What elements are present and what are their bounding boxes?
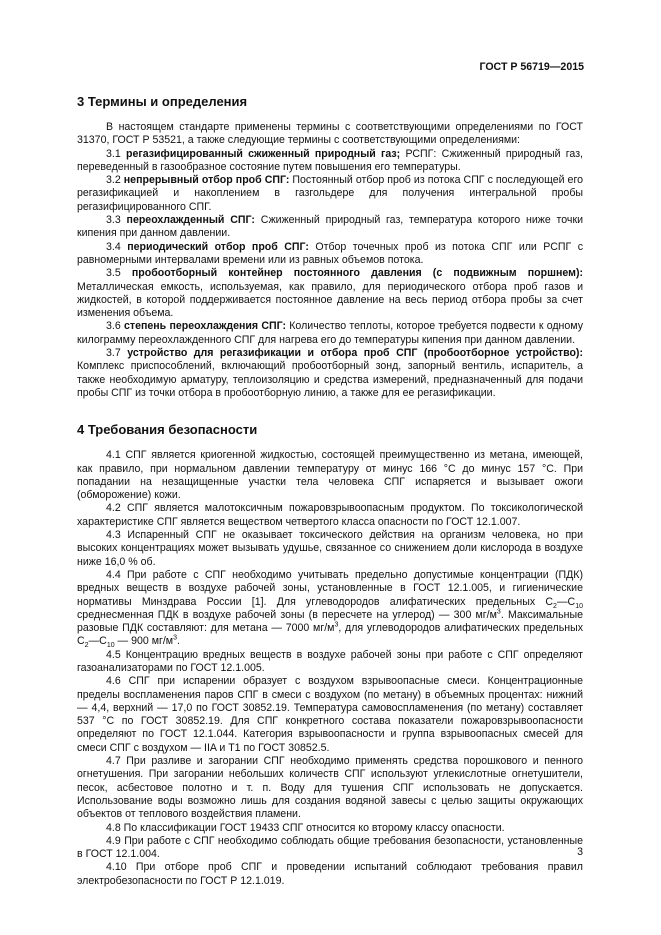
term-3-1: 3.1 регазифицированный сжиженный природный газ; РСПГ: Сжиженный природный газ, переведенный в газообразное состояние путем повышения его температуры. xyxy=(77,147,584,173)
page-number: 3 xyxy=(577,846,583,858)
term-3-2: 3.2 непрерывный отбор проб СПГ: Постоянный отбор проб из потока СПГ с последующей его регазификацией и накоплением в газгольдере для получения интегральной пробы регазифицированного СПГ. xyxy=(77,174,583,213)
standard-header: ГОСТ Р 56719—2015 xyxy=(479,61,584,73)
section-4-title: 4 Требования безопасности xyxy=(77,422,258,438)
term-3-3: 3.3 переохлажденный СПГ: Сжиженный природный газ, температура которого ниже точки кипения при данном давлении. xyxy=(77,214,584,240)
clause-4-9: 4.9 При работе с СПГ необходимо соблюдать общие требования безопасности, установленные в ГОСТ 12.1.004. xyxy=(77,834,583,861)
page-content xyxy=(77,90,583,888)
clause-4-4: 4.4 При работе с СПГ необходимо учитывать предельно допустимые концентрации (ПДК) вредных веществ в воздухе рабочей зоны, установленные в ГОСТ 12.1.005, и гигиенические нормативы Минздрава России [1]. Для углеводородов алифатических предельных $C_2—C_{10}$ среднесменная ПДК в воздухе рабочей зоны (в пересчете на углерод) — 300 $мг/м^3$. Максимальные разовые ПДК составляют: для метана — 7000 $мг/м^3$, для углеводородов алифатических предельных $C_2—C_{10}$ — 900 $мг/м^3$. xyxy=(77,568,583,650)
clause-4-2: 4.2 СПГ является малотоксичным пожаровзрывоопасным продуктом. По токсикологической характеристике СПГ является веществом четвертого класса опасности по ГОСТ 12.1.007. xyxy=(77,502,583,528)
clause-4-7: 4.7 При разливе и загорании СПГ необходимо применять средства порошкового и пенного огнетушения. При загорании небольших количеств СПГ используют углекислотные огнетушители, песок, асбестовое полотно и т. п. Воду для тушения СПГ использовать не допускается. Использование воды возможно лишь для создания водяной завесы с целью защиты окружающих объектов от теплового воздействия пламени. xyxy=(77,755,583,821)
clause-4-8: 4.8 По классификации ГОСТ 19433 СПГ относится ко второму классу опасности. xyxy=(106,821,505,834)
section-3-intro: В настоящем стандарте применены термины с соответствующими определениями по ГОСТ 31370, ГОСТ Р 53521, а также следующие термины с соответствующими определениями: xyxy=(77,121,583,147)
term-3-4: 3.4 периодический отбор проб СПГ: Отбор точечных проб из потока СПГ или РСПГ с равномерными интервалами времени или из равных объемов потока. xyxy=(77,240,583,266)
clause-4-1: 4.1 СПГ является криогенной жидкостью, состоящей преимущественно из метана, имеющей, как правило, при нормальном давлении температуру от минус 166 °С до минус 157 °С. При попадании на незащищенные участки тела человека СПГ испаряется и вызывает ожоги (обморожение) кожи. xyxy=(77,449,583,502)
clause-4-10: 4.10 При отборе проб СПГ и проведении испытаний соблюдают требования правил электробезопасности по ГОСТ Р 12.1.019. xyxy=(77,861,583,887)
section-3-title: 3 Термины и определения xyxy=(77,94,248,109)
clause-4-5: 4.5 Концентрацию вредных веществ в воздухе рабочей зоны при работе с СПГ определяют газоанализаторами по ГОСТ 12.1.005. xyxy=(77,648,583,674)
clause-4-3: 4.3 Испаренный СПГ не оказывает токсического действия на организм человека, но при высоких концентрациях может вызывать удушье, связанное со снижением доли кислорода в воздухе ниже 16,0 % об. xyxy=(77,529,583,568)
term-3-5: 3.5 пробоотборный контейнер постоянного давления (с подвижным поршнем): Металлическая емкость, используемая, как правило, для периодического отбора проб газов и жидкостей, в которой поддерживается постоянное давление на весь период отбора пробы за счет изменения объема. xyxy=(77,267,584,320)
term-3-7: 3.7 устройство для регазификации и отбора проб СПГ (пробоотборное устройство): Комплекс приспособлений, включающий пробоотборный зонд, запорный вентиль, испаритель, а также необходимую арматуру, теплоизоляцию и средства измерений, предназначенный для подачи пробы СПГ из точки отбора в пробоотборную линию, а также для ее регазификации. xyxy=(77,347,583,399)
clause-4-6: 4.6 СПГ при испарении образует с воздухом взрывоопасные смеси. Концентрационные пределы воспламенения паров СПГ в смеси с воздухом (по метану) в объемных процентах: нижний — 4,4, верхний — 17,0 по ГОСТ 30852.19. Температура самовоспламенения (по метану) составляет 537 °С по ГОСТ 30852.19. Для СПГ конкретного состава показатели пожаровзрывоопасности определяют по ГОСТ 12.1.044. Категория взрывоопасности и группа взрывоопасных смесей для смеси СПГ с воздухом — IIA и Т1 по ГОСТ 30852.5. xyxy=(77,675,583,754)
term-3-6: 3.6 степень переохлаждения СПГ: Количество теплоты, которое требуется подвести к одному килограмму переохлажденного СПГ для нагрева его до температуры кипения при данном давлении. xyxy=(77,320,584,346)
